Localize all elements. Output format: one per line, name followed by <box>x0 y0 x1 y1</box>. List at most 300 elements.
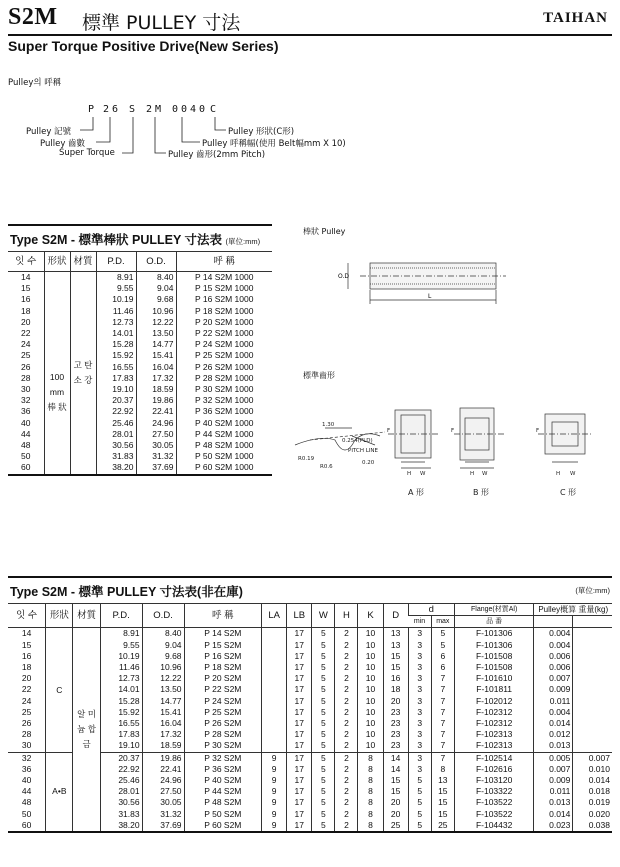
pd-cell: 25.46 <box>100 775 142 786</box>
d-min-cell: 3 <box>408 651 431 662</box>
od-cell: 22.41 <box>136 406 176 417</box>
teeth-cell: 60 <box>21 819 32 830</box>
designation-heading: Pulley의 呼稱 <box>8 78 62 88</box>
table2-section <box>8 576 612 833</box>
d-min-cell: 3 <box>408 640 431 651</box>
weight-a-cell: 0.007 <box>534 764 573 775</box>
col-subheader: 品 番 <box>454 616 534 628</box>
designation-cell: P 26 S2M 1000 <box>176 362 272 373</box>
d-min-cell: 3 <box>408 696 431 707</box>
h-cell: 2 <box>335 662 358 673</box>
designation-label: Pulley 形狀(C形) <box>228 127 295 137</box>
d-max-cell: 6 <box>431 651 454 662</box>
od-cell: 17.32 <box>136 373 176 384</box>
designation-cell: P 30 S2M 1000 <box>176 384 272 395</box>
w-cell: 5 <box>312 809 335 820</box>
pd-cell: 11.46 <box>96 306 136 317</box>
la-cell <box>262 696 287 707</box>
weight-b-cell: 0.018 <box>573 786 612 797</box>
od-cell: 37.69 <box>142 820 184 832</box>
designation-cell: P 44 S2M 1000 <box>176 429 272 440</box>
d-max-cell: 7 <box>431 684 454 695</box>
w-cell: 5 <box>312 696 335 707</box>
col-header: O.D. <box>136 252 176 272</box>
w-cell: 5 <box>312 684 335 695</box>
weight-b-cell <box>573 651 612 662</box>
pd-cell: 15.28 <box>96 339 136 350</box>
dim-letter: F <box>451 428 455 434</box>
d-min-cell: 3 <box>408 752 431 764</box>
pd-cell: 15.28 <box>100 696 142 707</box>
table1 <box>8 251 272 476</box>
pd-cell: 19.10 <box>96 384 136 395</box>
dim-letter: H <box>556 471 561 477</box>
pd-cell: 16.55 <box>96 362 136 373</box>
table-row <box>8 272 272 284</box>
weight-a-cell: 0.014 <box>534 809 573 820</box>
weight-b-cell <box>573 707 612 718</box>
od-cell: 13.50 <box>142 684 184 695</box>
bore-d-cell: 16 <box>383 673 408 684</box>
k-cell: 10 <box>358 628 383 640</box>
col-header: H <box>335 604 358 628</box>
k-cell: 10 <box>358 707 383 718</box>
table2-unit: (單位:mm) <box>575 586 610 595</box>
la-cell <box>262 684 287 695</box>
weight-a-cell: 0.023 <box>534 820 573 832</box>
bore-d-cell: 15 <box>383 662 408 673</box>
k-cell: 10 <box>358 684 383 695</box>
designation-label: Pulley 記號 <box>26 127 72 137</box>
form-b-label: B 形 <box>473 488 490 497</box>
designation-cell: P 18 S2M <box>184 662 262 673</box>
k-cell: 8 <box>358 797 383 808</box>
lb-cell: 17 <box>287 775 312 786</box>
w-cell: 5 <box>312 820 335 832</box>
pd-cell: 22.92 <box>96 406 136 417</box>
pd-cell: 9.55 <box>96 283 136 294</box>
od-cell: 9.04 <box>136 283 176 294</box>
d-max-cell: 5 <box>431 628 454 640</box>
col-header: 잇 수 <box>8 604 46 628</box>
shape-cell: C <box>46 628 73 752</box>
dim-letter: H <box>407 471 412 477</box>
teeth-cell: 60 <box>21 462 31 473</box>
pd-cell: 30.56 <box>96 440 136 451</box>
w-cell: 5 <box>312 707 335 718</box>
pd-cell: 38.20 <box>100 820 142 832</box>
h-cell: 2 <box>335 651 358 662</box>
teeth-cell: 48 <box>21 440 31 451</box>
bore-d-cell: 15 <box>383 786 408 797</box>
pd-cell: 14.01 <box>96 328 136 339</box>
col-header: 形狀 <box>44 252 70 272</box>
lb-cell: 17 <box>287 740 312 752</box>
bore-d-cell: 14 <box>383 752 408 764</box>
d-min-cell: 5 <box>408 809 431 820</box>
la-cell <box>262 651 287 662</box>
d-max-cell: 7 <box>431 696 454 707</box>
la-cell: 9 <box>262 764 287 775</box>
h-cell: 2 <box>335 820 358 832</box>
flange-cell: F-101306 <box>454 640 534 651</box>
weight-a-cell: 0.011 <box>534 786 573 797</box>
k-cell: 8 <box>358 786 383 797</box>
bar-pulley-label: 棒狀 Pulley <box>303 227 346 236</box>
designation-cell: P 20 S2M 1000 <box>176 317 272 328</box>
w-cell: 5 <box>312 764 335 775</box>
table1-header-row <box>8 252 272 272</box>
pd-cell: 31.83 <box>100 809 142 820</box>
col-subheader: max <box>431 616 454 628</box>
d-max-cell: 25 <box>431 820 454 832</box>
flange-cell: F-102514 <box>454 752 534 764</box>
designation-cell: P 15 S2M 1000 <box>176 283 272 294</box>
weight-b-cell <box>573 740 612 752</box>
h-cell: 2 <box>335 809 358 820</box>
col-header: LA <box>262 604 287 628</box>
pd-cell: 9.55 <box>100 640 142 651</box>
teeth-cell: 25 <box>21 350 31 361</box>
la-cell <box>262 662 287 673</box>
designation-cell: P 20 S2M <box>184 673 262 684</box>
lb-cell: 17 <box>287 786 312 797</box>
pd-cell: 30.56 <box>100 797 142 808</box>
d-max-cell: 15 <box>431 797 454 808</box>
od-cell: 22.41 <box>142 764 184 775</box>
teeth-cell: 16 <box>21 650 32 661</box>
bar-l-label: L <box>428 293 432 300</box>
table1-section <box>8 224 272 476</box>
lb-cell: 17 <box>287 752 312 764</box>
tooth-profile-label: 標準齒形 <box>303 371 335 380</box>
w-cell: 5 <box>312 718 335 729</box>
pd-cell: 28.01 <box>96 429 136 440</box>
od-cell: 31.32 <box>136 451 176 462</box>
teeth-cell: 40 <box>21 775 32 786</box>
designation-cell: P 16 S2M 1000 <box>176 294 272 305</box>
od-cell: 24.96 <box>136 418 176 429</box>
pd-cell: 15.92 <box>96 350 136 361</box>
weight-b-cell <box>573 718 612 729</box>
weight-b-cell <box>573 684 612 695</box>
designation-cell: P 28 S2M <box>184 729 262 740</box>
material-cell: 알 미 늄 합 금 <box>73 628 100 832</box>
weight-a-cell: 0.004 <box>534 640 573 651</box>
flange-cell: F-101306 <box>454 628 534 640</box>
weight-b-cell <box>573 628 612 640</box>
pd-cell: 19.10 <box>100 740 142 752</box>
bore-d-cell: 20 <box>383 696 408 707</box>
bore-d-cell: 13 <box>383 628 408 640</box>
od-cell: 15.41 <box>136 350 176 361</box>
code-part: P <box>88 104 98 115</box>
form-c-label: C 形 <box>560 488 577 497</box>
pd-cell: 20.37 <box>100 752 142 764</box>
col-header: K <box>358 604 383 628</box>
k-cell: 10 <box>358 718 383 729</box>
w-cell: 5 <box>312 640 335 651</box>
la-cell: 9 <box>262 820 287 832</box>
od-cell: 10.96 <box>136 306 176 317</box>
teeth-cell: 15 <box>21 283 31 294</box>
od-cell: 24.96 <box>142 775 184 786</box>
od-cell: 9.68 <box>136 294 176 305</box>
teeth-cell: 20 <box>21 673 32 684</box>
od-cell: 19.86 <box>136 395 176 406</box>
weight-b-cell <box>573 673 612 684</box>
designation-cell: P 40 S2M 1000 <box>176 418 272 429</box>
dim-letter: W <box>570 471 576 477</box>
weight-a-cell: 0.013 <box>534 797 573 808</box>
pd-cell: 10.19 <box>100 651 142 662</box>
shape-cell: 100 mm 棒 狀 <box>44 272 70 475</box>
od-cell: 17.32 <box>142 729 184 740</box>
designation-cell: P 16 S2M <box>184 651 262 662</box>
table1-body <box>8 272 272 475</box>
pd-cell: 28.01 <box>100 786 142 797</box>
h-cell: 2 <box>335 764 358 775</box>
lb-cell: 17 <box>287 684 312 695</box>
la-cell: 9 <box>262 797 287 808</box>
lb-cell: 17 <box>287 764 312 775</box>
d-max-cell: 8 <box>431 764 454 775</box>
od-cell: 37.69 <box>136 462 176 474</box>
w-cell: 5 <box>312 729 335 740</box>
d-min-cell: 3 <box>408 718 431 729</box>
d-min-cell: 5 <box>408 775 431 786</box>
teeth-cell: 22 <box>21 328 31 339</box>
d-max-cell: 7 <box>431 707 454 718</box>
pd-cell: 14.01 <box>100 684 142 695</box>
w-cell: 5 <box>312 786 335 797</box>
designation-label: Pulley 齒形(2mm Pitch) <box>168 150 266 160</box>
table2-title <box>8 576 612 603</box>
col-header: Flange(材質Al) <box>454 604 534 616</box>
lb-cell: 17 <box>287 628 312 640</box>
dim-letter: F <box>387 428 391 434</box>
bore-d-cell: 23 <box>383 740 408 752</box>
col-header: Pulley概算 重量(kg) <box>534 604 612 616</box>
pd-cell: 25.46 <box>96 418 136 429</box>
weight-a-cell: 0.014 <box>534 718 573 729</box>
od-cell: 16.04 <box>136 362 176 373</box>
tooth-and-forms-drawing <box>290 400 610 505</box>
k-cell: 8 <box>358 820 383 832</box>
h-cell: 2 <box>335 786 358 797</box>
d-max-cell: 5 <box>431 640 454 651</box>
code-part: 2M <box>146 104 165 115</box>
flange-cell: F-103120 <box>454 775 534 786</box>
w-cell: 5 <box>312 651 335 662</box>
k-cell: 10 <box>358 673 383 684</box>
teeth-cell: 30 <box>21 384 31 395</box>
d-min-cell: 3 <box>408 628 431 640</box>
designation-cell: P 14 S2M <box>184 628 262 640</box>
col-header: 잇 수 <box>8 252 44 272</box>
pd-cell: 31.83 <box>96 451 136 462</box>
teeth-cell: 18 <box>21 662 32 673</box>
flange-cell: F-103522 <box>454 809 534 820</box>
weight-a-cell: 0.007 <box>534 673 573 684</box>
d-max-cell: 6 <box>431 662 454 673</box>
la-cell <box>262 740 287 752</box>
teeth-cell: 44 <box>21 428 31 439</box>
designation-cell: P 60 S2M 1000 <box>176 462 272 474</box>
flange-cell: F-101508 <box>454 662 534 673</box>
pd-cell: 17.83 <box>96 373 136 384</box>
brand-logo: TAIHAN <box>543 10 608 26</box>
designation-cell: P 24 S2M 1000 <box>176 339 272 350</box>
series-title: S2M <box>8 4 58 30</box>
weight-b-cell: 0.010 <box>573 764 612 775</box>
bore-d-cell: 13 <box>383 640 408 651</box>
la-cell <box>262 640 287 651</box>
weight-b-cell: 0.014 <box>573 775 612 786</box>
h-cell: 2 <box>335 752 358 764</box>
d-min-cell: 3 <box>408 740 431 752</box>
od-cell: 14.77 <box>136 339 176 350</box>
table1-unit: (單位:mm) <box>225 237 261 246</box>
teeth-cell: 26 <box>21 718 32 729</box>
bore-d-cell: 15 <box>383 775 408 786</box>
lb-cell: 17 <box>287 707 312 718</box>
teeth-cell: 15 <box>21 639 32 650</box>
designation-cell: P 32 S2M 1000 <box>176 395 272 406</box>
flange-cell: F-101508 <box>454 651 534 662</box>
teeth-cell: 24 <box>21 695 32 706</box>
d-max-cell: 15 <box>431 786 454 797</box>
od-cell: 9.68 <box>142 651 184 662</box>
bar-pulley-drawing <box>300 240 520 320</box>
designation-cell: P 22 S2M <box>184 684 262 695</box>
col-header: 呼 稱 <box>184 604 262 628</box>
pd-cell: 17.83 <box>100 729 142 740</box>
designation-cell: P 24 S2M <box>184 696 262 707</box>
table2 <box>8 603 612 833</box>
od-cell: 12.22 <box>142 673 184 684</box>
code-part: 26 <box>103 104 122 115</box>
h-cell: 2 <box>335 775 358 786</box>
designation-cell: P 30 S2M <box>184 740 262 752</box>
la-cell <box>262 729 287 740</box>
k-cell: 8 <box>358 752 383 764</box>
pd-cell: 11.46 <box>100 662 142 673</box>
pd-cell: 8.91 <box>96 272 136 284</box>
la-cell <box>262 673 287 684</box>
weight-b-cell: 0.020 <box>573 809 612 820</box>
designation-cell: P 60 S2M <box>184 820 262 832</box>
weight-b-cell: 0.019 <box>573 797 612 808</box>
la-cell: 9 <box>262 752 287 764</box>
dim-letter: W <box>420 471 426 477</box>
weight-a-cell: 0.012 <box>534 729 573 740</box>
designation-label: Pulley 呼稱幅(使用 Belt幅mm X 10) <box>202 139 346 149</box>
col-header: P.D. <box>96 252 136 272</box>
lb-cell: 17 <box>287 809 312 820</box>
d-max-cell: 13 <box>431 775 454 786</box>
col-header: 呼 稱 <box>176 252 272 272</box>
material-cell: 고 탄 소 강 <box>70 272 96 475</box>
w-cell: 5 <box>312 752 335 764</box>
weight-a-cell: 0.011 <box>534 696 573 707</box>
bore-d-cell: 15 <box>383 651 408 662</box>
la-cell: 9 <box>262 786 287 797</box>
flange-cell: F-103522 <box>454 797 534 808</box>
weight-b-cell <box>573 662 612 673</box>
page-title: 標準 PULLEY 寸法 <box>82 12 241 34</box>
lb-cell: 17 <box>287 797 312 808</box>
teeth-cell: 36 <box>21 763 32 774</box>
od-cell: 12.22 <box>136 317 176 328</box>
designation-cell: P 48 S2M 1000 <box>176 440 272 451</box>
k-cell: 10 <box>358 729 383 740</box>
designation-cell: P 14 S2M 1000 <box>176 272 272 284</box>
h-cell: 2 <box>335 740 358 752</box>
teeth-cell: 26 <box>21 361 31 372</box>
w-cell: 5 <box>312 797 335 808</box>
w-cell: 5 <box>312 628 335 640</box>
teeth-cell: 25 <box>21 706 32 717</box>
lb-cell: 17 <box>287 696 312 707</box>
teeth-cell: 22 <box>21 684 32 695</box>
d-min-cell: 5 <box>408 786 431 797</box>
h-cell: 2 <box>335 673 358 684</box>
col-subheader: min <box>408 616 431 628</box>
bar-od-label: O.D <box>338 273 350 280</box>
teeth-cell: 32 <box>21 395 31 406</box>
od-cell: 27.50 <box>142 786 184 797</box>
flange-cell: F-102313 <box>454 740 534 752</box>
teeth-cell: 14 <box>21 272 31 282</box>
col-header: W <box>312 604 335 628</box>
d-min-cell: 3 <box>408 673 431 684</box>
teeth-cell: 30 <box>21 740 32 751</box>
designation-label: Super Torque <box>59 148 115 158</box>
k-cell: 10 <box>358 696 383 707</box>
od-cell: 8.40 <box>136 272 176 284</box>
lb-cell: 17 <box>287 820 312 832</box>
od-cell: 14.77 <box>142 696 184 707</box>
w-cell: 5 <box>312 775 335 786</box>
od-cell: 13.50 <box>136 328 176 339</box>
od-cell: 18.59 <box>142 740 184 752</box>
code-part: C <box>210 104 220 115</box>
k-cell: 10 <box>358 662 383 673</box>
teeth-cell: 50 <box>21 451 31 462</box>
flange-cell: F-104432 <box>454 820 534 832</box>
d-max-cell: 7 <box>431 752 454 764</box>
bore-d-cell: 23 <box>383 718 408 729</box>
d-min-cell: 3 <box>408 729 431 740</box>
teeth-cell: 20 <box>21 316 31 327</box>
col-header: D <box>383 604 408 628</box>
designation-cell: P 40 S2M <box>184 775 262 786</box>
bore-d-cell: 18 <box>383 684 408 695</box>
w-cell: 5 <box>312 662 335 673</box>
tooth-dim: R0.6 <box>320 464 333 470</box>
flange-cell: F-102616 <box>454 764 534 775</box>
lb-cell: 17 <box>287 651 312 662</box>
flange-cell: F-101610 <box>454 673 534 684</box>
weight-b-cell <box>573 729 612 740</box>
h-cell: 2 <box>335 707 358 718</box>
col-header: 材質 <box>73 604 100 628</box>
lb-cell: 17 <box>287 718 312 729</box>
page-subtitle: Super Torque Positive Drive(New Series) <box>8 38 279 54</box>
d-max-cell: 7 <box>431 729 454 740</box>
teeth-cell: 44 <box>21 786 32 797</box>
